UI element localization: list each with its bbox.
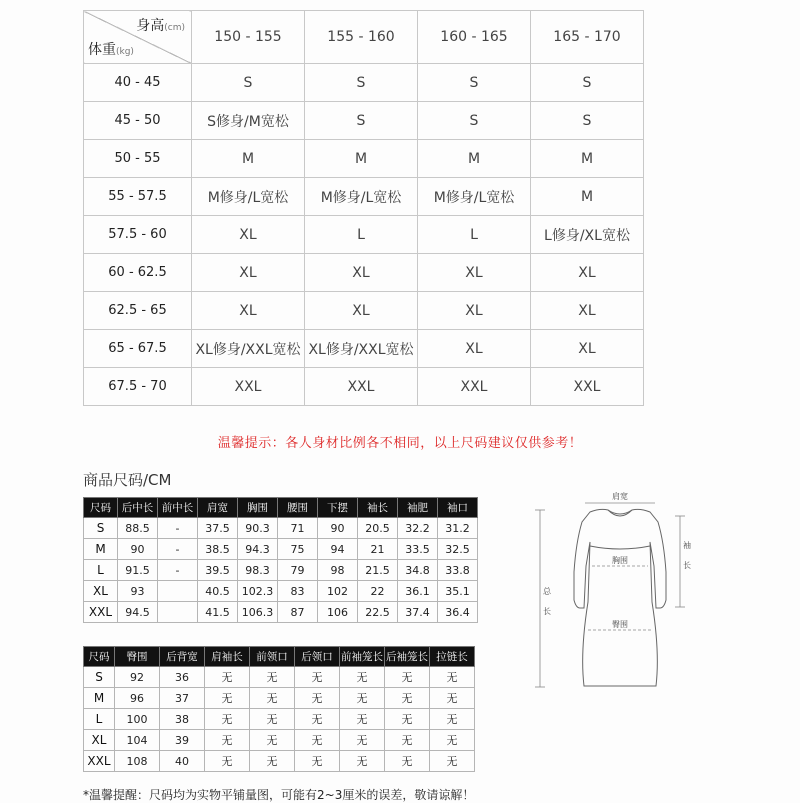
size-cell: XL bbox=[84, 730, 115, 751]
column-header: 后领口 bbox=[295, 647, 340, 667]
recommended-size-cell: XL bbox=[418, 254, 531, 292]
measurement-cell: 92 bbox=[115, 667, 160, 688]
recommended-size-cell: S bbox=[305, 102, 418, 140]
dress-measurement-diagram bbox=[530, 482, 710, 692]
measurement-cell: 39.5 bbox=[198, 560, 238, 581]
size-row bbox=[84, 292, 644, 330]
weight-range-cell: 50 - 55 bbox=[84, 140, 192, 178]
column-header: 肩宽 bbox=[198, 498, 238, 518]
recommended-size-cell: M bbox=[418, 140, 531, 178]
measurement-cell bbox=[158, 602, 198, 623]
measurement-cell: 无 bbox=[205, 751, 250, 772]
neckline bbox=[608, 510, 632, 516]
table-row bbox=[84, 518, 478, 539]
measurement-cell: 21.5 bbox=[358, 560, 398, 581]
column-header: 下摆 bbox=[318, 498, 358, 518]
column-header: 尺码 bbox=[84, 498, 118, 518]
measurement-cell: 98.3 bbox=[238, 560, 278, 581]
measurement-cell: - bbox=[158, 539, 198, 560]
measurement-cell: 无 bbox=[340, 688, 385, 709]
measurement-cell: 35.1 bbox=[438, 581, 478, 602]
measurement-cell: 41.5 bbox=[198, 602, 238, 623]
measurement-cell: 94 bbox=[318, 539, 358, 560]
measurement-cell: 无 bbox=[250, 709, 295, 730]
weight-range-cell: 60 - 62.5 bbox=[84, 254, 192, 292]
measurement-cell: 40.5 bbox=[198, 581, 238, 602]
measurement-cell: 79 bbox=[278, 560, 318, 581]
weight-range-cell: 67.5 - 70 bbox=[84, 368, 192, 406]
recommended-size-cell: S bbox=[418, 102, 531, 140]
recommended-size-cell: S bbox=[192, 64, 305, 102]
measurement-cell: 无 bbox=[385, 730, 430, 751]
size-row bbox=[84, 64, 644, 102]
size-cell: M bbox=[84, 688, 115, 709]
measurement-cell: 75 bbox=[278, 539, 318, 560]
measurement-cell: 36.1 bbox=[398, 581, 438, 602]
recommended-size-cell: XL bbox=[305, 292, 418, 330]
measurement-cell: 37.5 bbox=[198, 518, 238, 539]
measurement-cell: 无 bbox=[295, 709, 340, 730]
column-header: 后背宽 bbox=[160, 647, 205, 667]
diagram-label-length-2: 长 bbox=[543, 607, 551, 616]
measurement-cell: 无 bbox=[205, 730, 250, 751]
size-cell: XXL bbox=[84, 751, 115, 772]
weight-range-cell: 40 - 45 bbox=[84, 64, 192, 102]
measurement-cell: 38.5 bbox=[198, 539, 238, 560]
size-row bbox=[84, 368, 644, 406]
column-header: 袖长 bbox=[358, 498, 398, 518]
recommended-size-cell: XL bbox=[531, 254, 644, 292]
table-row bbox=[84, 730, 475, 751]
measurement-cell: 94.3 bbox=[238, 539, 278, 560]
recommended-size-cell: XL bbox=[192, 292, 305, 330]
measurement-cell: 无 bbox=[250, 730, 295, 751]
measurement-cell: 无 bbox=[295, 751, 340, 772]
measurement-cell: 39 bbox=[160, 730, 205, 751]
measurement-cell: 无 bbox=[205, 688, 250, 709]
recommended-size-cell: S bbox=[305, 64, 418, 102]
measurement-cell: 94.5 bbox=[118, 602, 158, 623]
measurement-cell: 22 bbox=[358, 581, 398, 602]
measurement-cell: 无 bbox=[295, 688, 340, 709]
recommended-size-cell: XL bbox=[305, 254, 418, 292]
recommended-size-cell: XL bbox=[192, 216, 305, 254]
height-range-header: 150 - 155 bbox=[192, 11, 305, 64]
measurement-cell: 34.8 bbox=[398, 560, 438, 581]
measurement-cell: 无 bbox=[430, 709, 475, 730]
height-range-header: 165 - 170 bbox=[531, 11, 644, 64]
recommended-size-cell: L修身/XL宽松 bbox=[531, 216, 644, 254]
height-weight-size-table bbox=[83, 10, 644, 406]
recommended-size-cell: M bbox=[305, 140, 418, 178]
size-row bbox=[84, 140, 644, 178]
diagram-label-length-1: 总 bbox=[543, 587, 551, 596]
height-range-header: 160 - 165 bbox=[418, 11, 531, 64]
recommended-size-cell: M bbox=[192, 140, 305, 178]
recommended-size-cell: XL bbox=[531, 330, 644, 368]
measurement-cell: 36.4 bbox=[438, 602, 478, 623]
table-row bbox=[84, 751, 475, 772]
measurement-cell: 40 bbox=[160, 751, 205, 772]
measurement-cell: 无 bbox=[250, 667, 295, 688]
table-header-row bbox=[84, 498, 478, 518]
weight-unit: (kg) bbox=[116, 47, 134, 57]
measurement-cell: 无 bbox=[430, 688, 475, 709]
measurement-cell: 102 bbox=[318, 581, 358, 602]
measurement-cell: 108 bbox=[115, 751, 160, 772]
recommended-size-cell: M修身/L宽松 bbox=[305, 178, 418, 216]
measurement-cell: 32.5 bbox=[438, 539, 478, 560]
weight-range-cell: 62.5 - 65 bbox=[84, 292, 192, 330]
measurement-cell: 100 bbox=[115, 709, 160, 730]
recommended-size-cell: M bbox=[531, 140, 644, 178]
size-cell: XXL bbox=[84, 602, 118, 623]
column-header: 肩袖长 bbox=[205, 647, 250, 667]
measurement-cell: 96 bbox=[115, 688, 160, 709]
weight-range-cell: 45 - 50 bbox=[84, 102, 192, 140]
measurement-cell: 无 bbox=[340, 730, 385, 751]
recommended-size-cell: XL bbox=[418, 330, 531, 368]
table-row bbox=[84, 602, 478, 623]
size-row bbox=[84, 254, 644, 292]
diagram-label-shoulder: 肩宽 bbox=[612, 492, 628, 501]
measurement-cell: - bbox=[158, 518, 198, 539]
measurement-cell: 无 bbox=[385, 688, 430, 709]
table-row bbox=[84, 560, 478, 581]
measurement-cell: 33.5 bbox=[398, 539, 438, 560]
height-axis-label bbox=[136, 15, 185, 35]
measurement-cell: 21 bbox=[358, 539, 398, 560]
measurement-cell: 90.3 bbox=[238, 518, 278, 539]
table-row bbox=[84, 539, 478, 560]
measurement-cell: 33.8 bbox=[438, 560, 478, 581]
column-header: 尺码 bbox=[84, 647, 115, 667]
measurement-cell: 无 bbox=[340, 751, 385, 772]
column-header: 后袖笼长 bbox=[385, 647, 430, 667]
measurement-cell: 32.2 bbox=[398, 518, 438, 539]
measurement-note: *温馨提醒：尺码均为实物平铺量图，可能有2~3厘米的误差，敬请谅解！ bbox=[83, 788, 475, 802]
measurement-cell: 无 bbox=[295, 667, 340, 688]
size-cell: S bbox=[84, 518, 118, 539]
measurement-cell: 37 bbox=[160, 688, 205, 709]
recommended-size-cell: XXL bbox=[531, 368, 644, 406]
column-header: 拉链长 bbox=[430, 647, 475, 667]
dress-outline bbox=[574, 509, 666, 686]
weight-range-cell: 57.5 - 60 bbox=[84, 216, 192, 254]
size-cell: XL bbox=[84, 581, 118, 602]
size-cell: M bbox=[84, 539, 118, 560]
size-row bbox=[84, 330, 644, 368]
measurement-cell: 98 bbox=[318, 560, 358, 581]
recommended-size-cell: S修身/M宽松 bbox=[192, 102, 305, 140]
size-cell: L bbox=[84, 709, 115, 730]
recommended-size-cell: XXL bbox=[418, 368, 531, 406]
column-header: 前袖笼长 bbox=[340, 647, 385, 667]
recommended-size-cell: S bbox=[418, 64, 531, 102]
recommended-size-cell: M修身/L宽松 bbox=[192, 178, 305, 216]
measurement-cell: 无 bbox=[385, 709, 430, 730]
measurement-cell: 无 bbox=[430, 751, 475, 772]
measurement-cell: 38 bbox=[160, 709, 205, 730]
recommended-size-cell: S bbox=[531, 64, 644, 102]
table-header-row bbox=[84, 647, 475, 667]
measurement-cell: 无 bbox=[430, 667, 475, 688]
measurement-cell: 71 bbox=[278, 518, 318, 539]
measurement-cell: 88.5 bbox=[118, 518, 158, 539]
column-header: 袖口 bbox=[438, 498, 478, 518]
measurement-cell: 90 bbox=[318, 518, 358, 539]
measurement-cell: 83 bbox=[278, 581, 318, 602]
corner-cell bbox=[84, 11, 192, 64]
column-header: 臀围 bbox=[115, 647, 160, 667]
measurement-cell: - bbox=[158, 560, 198, 581]
table-row bbox=[84, 709, 475, 730]
weight-range-cell: 65 - 67.5 bbox=[84, 330, 192, 368]
measurement-cell: 无 bbox=[205, 709, 250, 730]
measurement-cell: 无 bbox=[205, 667, 250, 688]
measurement-cell: 36 bbox=[160, 667, 205, 688]
measurement-cell: 93 bbox=[118, 581, 158, 602]
diagram-label-chest: 胸围 bbox=[612, 556, 628, 565]
column-header: 后中长 bbox=[118, 498, 158, 518]
measurement-cell: 无 bbox=[340, 709, 385, 730]
measurement-cell: 106 bbox=[318, 602, 358, 623]
table-row bbox=[84, 581, 478, 602]
height-header-row bbox=[84, 11, 644, 64]
measurement-cell: 无 bbox=[250, 688, 295, 709]
height-label: 身高 bbox=[136, 18, 165, 34]
recommended-size-cell: XL bbox=[192, 254, 305, 292]
measurement-cell: 无 bbox=[295, 730, 340, 751]
measurement-cell: 87 bbox=[278, 602, 318, 623]
measurement-cell: 106.3 bbox=[238, 602, 278, 623]
recommended-size-cell: XL bbox=[531, 292, 644, 330]
measurement-cell: 31.2 bbox=[438, 518, 478, 539]
recommended-size-cell: L bbox=[418, 216, 531, 254]
size-row bbox=[84, 178, 644, 216]
recommended-size-cell: XL修身/XXL宽松 bbox=[305, 330, 418, 368]
size-row bbox=[84, 102, 644, 140]
measurement-cell bbox=[158, 581, 198, 602]
height-unit: (cm) bbox=[164, 23, 185, 33]
recommended-size-cell: S bbox=[531, 102, 644, 140]
column-header: 袖肥 bbox=[398, 498, 438, 518]
diagram-label-hip: 臀围 bbox=[612, 620, 628, 629]
size-cell: L bbox=[84, 560, 118, 581]
measurement-cell: 104 bbox=[115, 730, 160, 751]
measurement-cell: 102.3 bbox=[238, 581, 278, 602]
measurement-cell: 90 bbox=[118, 539, 158, 560]
garment-size-table-1 bbox=[83, 497, 478, 623]
measurement-cell: 无 bbox=[385, 667, 430, 688]
table-row bbox=[84, 688, 475, 709]
measurement-cell: 37.4 bbox=[398, 602, 438, 623]
weight-range-cell: 55 - 57.5 bbox=[84, 178, 192, 216]
recommended-size-cell: XL bbox=[418, 292, 531, 330]
size-row bbox=[84, 216, 644, 254]
column-header: 前领口 bbox=[250, 647, 295, 667]
height-range-header: 155 - 160 bbox=[305, 11, 418, 64]
weight-axis-label bbox=[88, 39, 134, 59]
recommended-size-cell: M bbox=[531, 178, 644, 216]
measurement-cell: 20.5 bbox=[358, 518, 398, 539]
recommended-size-cell: XL修身/XXL宽松 bbox=[192, 330, 305, 368]
measurement-cell: 22.5 bbox=[358, 602, 398, 623]
section-title: 商品尺码/CM bbox=[83, 471, 172, 489]
measurement-cell: 91.5 bbox=[118, 560, 158, 581]
size-cell: S bbox=[84, 667, 115, 688]
recommended-size-cell: M修身/L宽松 bbox=[418, 178, 531, 216]
size-tip: 温馨提示：各人身材比例各不相同，以上尺码建议仅供参考！ bbox=[217, 436, 583, 451]
column-header: 前中长 bbox=[158, 498, 198, 518]
column-header: 胸围 bbox=[238, 498, 278, 518]
recommended-size-cell: L bbox=[305, 216, 418, 254]
table-row bbox=[84, 667, 475, 688]
measurement-cell: 无 bbox=[250, 751, 295, 772]
measurement-cell: 无 bbox=[340, 667, 385, 688]
weight-label: 体重 bbox=[88, 42, 116, 58]
measurement-cell: 无 bbox=[385, 751, 430, 772]
diagram-label-sleeve-1: 袖 bbox=[683, 541, 691, 550]
garment-size-table-2 bbox=[83, 646, 475, 772]
column-header: 腰围 bbox=[278, 498, 318, 518]
recommended-size-cell: XXL bbox=[192, 368, 305, 406]
waist-seam bbox=[590, 546, 650, 549]
measurement-cell: 无 bbox=[430, 730, 475, 751]
diagram-label-sleeve-2: 长 bbox=[683, 561, 691, 570]
recommended-size-cell: XXL bbox=[305, 368, 418, 406]
